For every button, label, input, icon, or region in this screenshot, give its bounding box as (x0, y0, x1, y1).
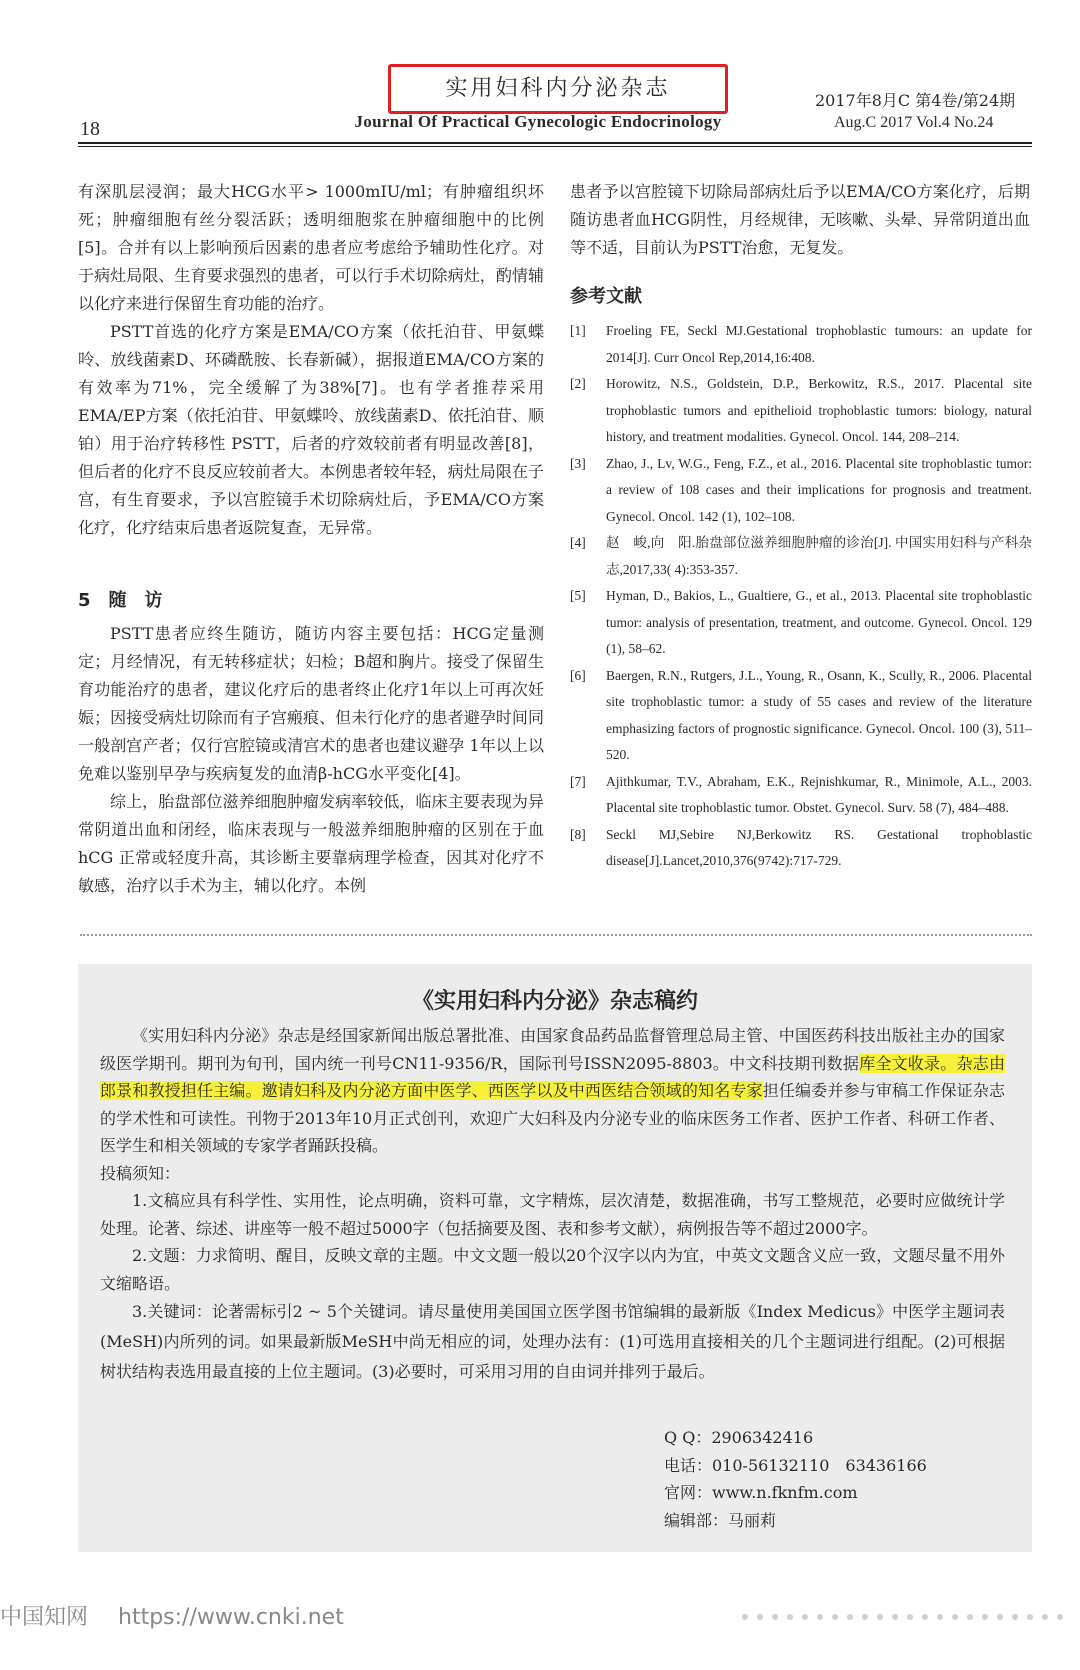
contact-phone: 电话：010-56132110 63436166 (664, 1455, 927, 1475)
reference-text: Froeling FE, Seckl MJ.Gestational trophoblastic tumours: an update for 2014[J]. Curr Oncol Rep,2014,16:408. (606, 323, 1032, 365)
reference-number: [4] (570, 535, 586, 550)
reference-item (570, 769, 1032, 822)
reference-item (570, 583, 1032, 663)
reference-number: [5] (570, 588, 586, 603)
submit-label: 投稿须知： (100, 1163, 181, 1183)
watermark-site: 中国知网 (0, 1605, 89, 1630)
journal-title-cn: 实用妇科内分泌杂志 (445, 76, 671, 101)
paragraph: PSTT患者应终生随访，随访内容主要包括：HCG定量测定；月经情况，有无转移症状；妇检；B超和胸片。接受了保留生育功能治疗的患者，建议化疗后的患者终止化疗1年以上可再次妊娠；因接受病灶切除而有子宫瘢痕、但未行化疗的患者避孕时间同一般剖宫产者；仅行宫腔镜或清宫术的患者也建议避孕 1年以上以免难以鉴别早孕与疾病复发的血清β-hCG水平变化[4]。 (78, 624, 544, 783)
guideline-item: 3.关键词：论著需标引2 ~ 5个关键词。请尽量使用美国国立医学图书馆编辑的最新版《Index Medicus》中医学主题词表(MeSH)内所列的词。如果最新版MeSH中尚无相应的词，处理办法有：(1)可选用直接相关的几个主题词进行组配。(2)可根据树状结构表选用最直接的上位主题词。(3)必要时，可采用习用的自由词并排列于最后。 (100, 1302, 1005, 1381)
reference-number: [3] (570, 455, 586, 471)
reference-item (570, 318, 1032, 371)
header-rule (78, 142, 1032, 144)
reference-item (570, 530, 1032, 583)
intro-text: 《实用妇科内分泌》杂志是经国家新闻出版总署批准、由国家食品药品监督管理总局主管、中国医药科技出版社主办的国家级医学期刊。期刊为旬刊，国内统一刊号CN11-9356/R，国际刊号ISSN2095-8803。中文科技期刊数据 (100, 1026, 1005, 1073)
highlighted-text: 库全文收录。杂志由郎景和教授担任主编。邀请妇科及内分泌方面中医学、西医学以及中西医结合领域的知名专家 (100, 1053, 1005, 1100)
right-column (570, 178, 1030, 262)
left-column-lower (78, 620, 544, 900)
paragraph: PSTT首选的化疗方案是EMA/CO方案（依托泊苷、甲氨蝶呤、放线菌素D、环磷酰胺、长春新碱），据报道EMA/CO方案的有效率为71%，完全缓解了为38%[7]。也有学者推荐采用EMA/EP方案（依托泊苷、甲氨蝶呤、放线菌素D、依托泊苷、顺铂）用于治疗转移性 PSTT，后者的疗效较前者有明显改善[8]，但后者的化疗不良反应较前者大。本例患者较年轻，病灶局限在子宫，有生育要求，予以宫腔镜手术切除病灶后，予EMA/CO方案化疗，化疗结束后患者返院复查，无异常。 (78, 322, 544, 537)
dotted-divider (80, 934, 1032, 936)
paragraph: 有深肌层浸润；最大HCG水平> 1000mIU/ml；有肿瘤组织坏死；肿瘤细胞有丝分裂活跃；透明细胞浆在肿瘤细胞中的比例[5]。合并有以上影响预后因素的患者应考虑给予辅助性化疗。对于病灶局限、生育要求强烈的患者，可以行手术切除病灶，酌情辅以化疗来进行保留生育功能的治疗。 (78, 182, 544, 313)
section-heading: 5 随 访 (78, 590, 163, 611)
reference-text: Seckl MJ,Sebire NJ,Berkowitz RS. Gestational trophoblastic disease[J].Lancet,2010,376(9742):717-729. (606, 826, 1032, 868)
journal-title-en: Journal Of Practical Gynecologic Endocrinology (354, 112, 722, 131)
reference-text: 赵 峻,向 阳.胎盘部位滋养细胞肿瘤的诊治[J]. 中国实用妇科与产科杂志,2017,33( 4):353-357. (606, 535, 1032, 577)
reference-text: Horowitz, N.S., Goldstein, D.P., Berkowitz, R.S., 2017. Placental site trophoblastic tumors and epithelioid trophoblastic tumors: biology, natural history, and treatment modalities. Gynecol. Oncol. 144, 208–214. (606, 376, 1032, 444)
notice-body (100, 1022, 1005, 1387)
contact-editor: 编辑部：马丽莉 (664, 1510, 777, 1530)
reference-item (570, 822, 1032, 875)
notice-title: 《实用妇科内分泌》杂志稿约 (411, 989, 698, 1014)
header-rule-thin (78, 146, 1032, 147)
paragraph: 综上，胎盘部位滋养细胞肿瘤发病率较低，临床主要表现为异常阴道出血和闭经，临床表现与一般滋养细胞肿瘤的区别在于血 hCG 正常或轻度升高，其诊断主要靠病理学检查，因其对化疗不敏感，治疗以手术为主，辅以化疗。本例 (78, 792, 544, 895)
left-column (78, 178, 544, 542)
contact-website: 官网：www.n.fknfm.com (664, 1483, 858, 1502)
issue-date-en: Aug.C 2017 Vol.4 No.24 (834, 114, 994, 131)
watermark-url: https://www.cnki.net (118, 1605, 344, 1630)
reference-item (570, 371, 1032, 451)
guideline-item: 2.文题：力求简明、醒目，反映文章的主题。中文文题一般以20个汉字以内为宜，中英文文题含义应一致，文题尽量不用外文缩略语。 (100, 1246, 1005, 1293)
reference-number: [2] (570, 376, 586, 391)
reference-text: Baergen, R.N., Rutgers, J.L., Young, R., Osann, K., Scully, R., 2006. Placental site trophoblastic tumor: a study of 55 cases and review of the literature emphasizing factors of prognostic significance. Gynecol. Oncol. 100 (3), 511–520. (606, 667, 1032, 762)
reference-text: Hyman, D., Bakios, L., Gualtiere, G., et al., 2013. Placental site trophoblastic tumor: analysis of presentation, treatment, and outcome. Gynecol. Oncol. 129 (1), 58–62. (606, 588, 1032, 656)
references-heading: 参考文献 (570, 286, 642, 307)
reference-text: Zhao, J., Lv, W.G., Feng, F.Z., et al., 2016. Placental site trophoblastic tumor: a review of 108 cases and their implications for prognosis and treatment. Gynecol. Oncol. 142 (1), 102–108. (606, 455, 1032, 524)
notice-intro (100, 1022, 1005, 1160)
issue-date-cn: 2017年8月C 第4卷/第24期 (815, 91, 1016, 110)
watermark (0, 1600, 344, 1631)
reference-number: [1] (570, 323, 586, 338)
reference-item (570, 663, 1032, 769)
reference-number: [7] (570, 773, 586, 789)
reference-text: Ajithkumar, T.V., Abraham, E.K., Rejnishkumar, R., Minimole, A.L., 2003. Placental site trophoblastic tumor. Obstet. Gynecol. Surv. 58 (7), 484–488. (606, 773, 1032, 815)
decorative-dots-icon (740, 1612, 1070, 1622)
paragraph: 患者予以宫腔镜下切除局部病灶后予以EMA/CO方案化疗，后期随访患者血HCG阴性，月经规律，无咳嗽、头晕、异常阴道出血等不适，目前认为PSTT治愈，无复发。 (570, 182, 1030, 257)
reference-item (570, 451, 1032, 531)
contact-info (664, 1424, 927, 1534)
reference-number: [8] (570, 826, 586, 842)
reference-list (570, 318, 1032, 875)
contact-qq: Q Q：2906342416 (664, 1428, 814, 1447)
page-number: 18 (80, 118, 100, 140)
reference-number: [6] (570, 667, 586, 683)
highlight-box (388, 64, 728, 114)
intro-text: 担任编委并参与审稿工作保证杂志的学术性和可读性。刊物于2013年10月正式创刊，欢迎广大妇科及内分泌专业的临床医务工作者、医护工作者、科研工作者、医学生和相关领域的专家学者踊跃投稿。 (100, 1081, 1005, 1155)
guideline-item: 1.文稿应具有科学性、实用性，论点明确，资料可靠，文字精炼，层次清楚，数据准确，书写工整规范，必要时应做统计学处理。论著、综述、讲座等一般不超过5000字（包括摘要及图、表和参考文献），病例报告等不超过2000字。 (100, 1191, 1005, 1238)
